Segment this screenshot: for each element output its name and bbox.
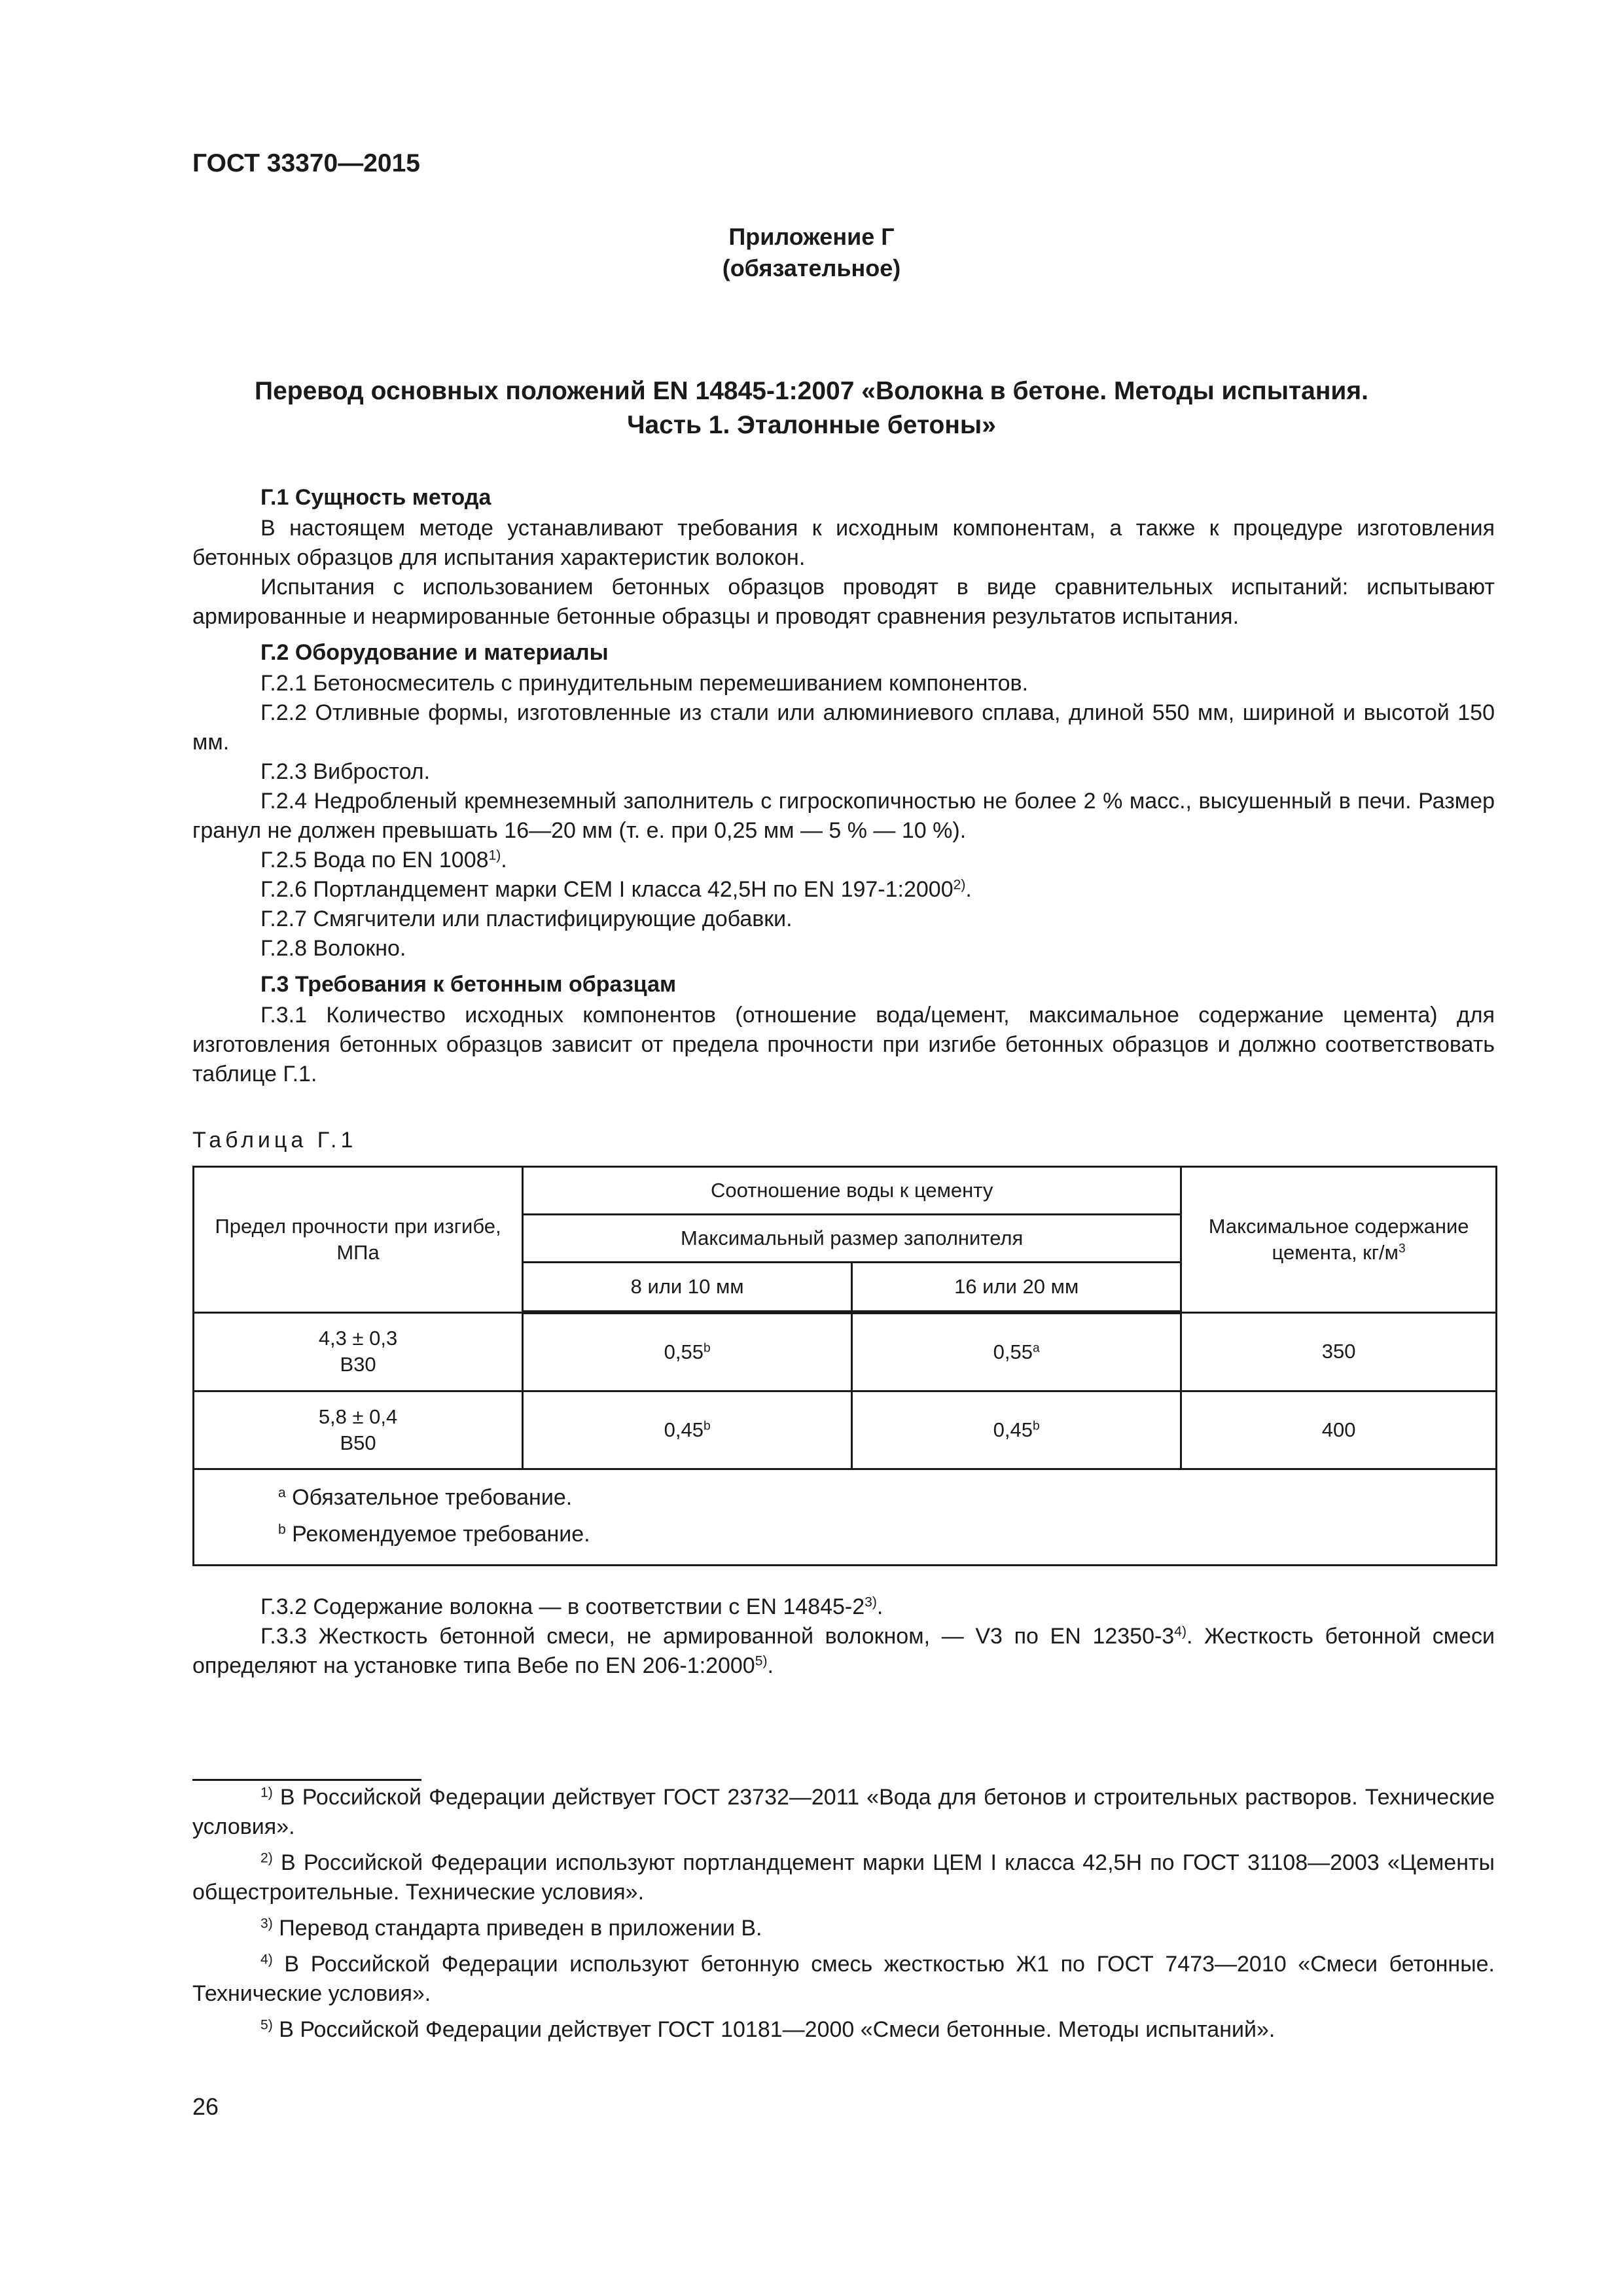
table-row bbox=[194, 1391, 1497, 1469]
clause-g-2-7: Г.2.7 Смягчители или пластифицирующие добавки. bbox=[260, 906, 793, 931]
clause-g-2-5 bbox=[192, 846, 1495, 875]
footnote-ref[interactable]: 5) bbox=[755, 1653, 768, 1669]
footnote-text: В Российской Федерации используют бетонную смесь жесткостью Ж1 по ГОСТ 7473—2010 «Смеси бетонные. Технические условия». bbox=[192, 1952, 1495, 2006]
footnote-ref[interactable]: 1) bbox=[488, 848, 501, 863]
header-cement-text: Максимальное содержание цемента, кг/м bbox=[1208, 1214, 1469, 1264]
header-small: 8 или 10 мм bbox=[523, 1263, 852, 1313]
cell-small bbox=[523, 1312, 852, 1391]
annex-heading-line-1: Перевод основных положений EN 14845-1:2007 «Волокна в бетоне. Методы испытания. bbox=[255, 377, 1368, 405]
clause-end: . bbox=[876, 1594, 883, 1619]
footnote-text: В Российской Федерации действует ГОСТ 23732—2011 «Вода для бетонов и строительных растворов. Технические условия». bbox=[192, 1785, 1495, 1839]
cell-large bbox=[852, 1391, 1181, 1469]
footnote-1 bbox=[192, 1783, 1495, 1842]
clause-g-2-6 bbox=[192, 875, 1495, 905]
footnote-ref[interactable]: 4) bbox=[1174, 1624, 1186, 1640]
note-a-mark: a bbox=[278, 1485, 286, 1501]
note-b bbox=[278, 1516, 1495, 1552]
ratio-value: 0,45 bbox=[664, 1418, 704, 1441]
footnote-text: В Российской Федерации используют портландцемент марки ЦЕМ I класса 42,5Н по ГОСТ 31108—2003 «Цементы общестроительные. Технические условия». bbox=[192, 1850, 1495, 1905]
cell-strength bbox=[194, 1391, 523, 1469]
clause-text: Г.2.5 Вода по EN 1008 bbox=[260, 848, 489, 872]
ratio-value: 0,55 bbox=[993, 1340, 1033, 1363]
note-a-text: Обязательное требование. bbox=[285, 1485, 573, 1510]
clause-g-2-1: Г.2.1 Бетоносмеситель с принудительным перемешиванием компонентов. bbox=[260, 671, 1029, 696]
note-b-mark: b bbox=[278, 1522, 286, 1537]
clause-end: . bbox=[767, 1653, 774, 1678]
footnotes bbox=[192, 1783, 1495, 2051]
clause-g-3-2 bbox=[192, 1592, 1495, 1622]
header-ratio: Соотношение воды к цементу bbox=[523, 1167, 1181, 1215]
footnote-ref[interactable]: 2) bbox=[953, 877, 966, 893]
ratio-mark: b bbox=[703, 1419, 711, 1433]
strength-value: 4,3 ± 0,3 bbox=[318, 1327, 398, 1350]
cell-cement: 350 bbox=[1181, 1312, 1497, 1391]
footnote-4 bbox=[192, 1950, 1495, 2009]
strength-class: В30 bbox=[340, 1353, 376, 1376]
clause-g-3-1: Г.3.1 Количество исходных компонентов (отношение вода/цемент, максимальное содержание цемента) для изготовления бетонных образцов зависит от предела прочности при изгибе бетонных образцов и должно соответствовать таблице Г.1. bbox=[192, 1003, 1495, 1086]
clause-g-2-8: Г.2.8 Волокно. bbox=[260, 936, 406, 961]
clause-text: Г.3.3 Жесткость бетонной смеси, не армированной волокном, — V3 по EN 12350-3 bbox=[260, 1624, 1175, 1649]
strength-value: 5,8 ± 0,4 bbox=[318, 1405, 398, 1428]
footnote-mark: 2) bbox=[260, 1850, 273, 1866]
footnote-mark: 3) bbox=[260, 1916, 273, 1931]
clause-g-2-2: Г.2.2 Отливные формы, изготовленные из стали или алюминиевого сплава, длиной 550 мм, шириной и высотой 150 мм. bbox=[192, 700, 1495, 755]
footnote-separator bbox=[192, 1779, 421, 1781]
annex-heading bbox=[190, 374, 1433, 442]
annex-header bbox=[0, 221, 1623, 284]
footnote-2 bbox=[192, 1848, 1495, 1907]
ratio-value: 0,45 bbox=[993, 1418, 1033, 1441]
table-notes bbox=[194, 1469, 1497, 1566]
footnote-text: В Российской Федерации действует ГОСТ 10181—2000 «Смеси бетонные. Методы испытаний». bbox=[272, 2017, 1275, 2042]
section-1-heading: Г.1 Сущность метода bbox=[260, 485, 491, 510]
ratio-mark: b bbox=[703, 1341, 711, 1355]
footnote-ref[interactable]: 3) bbox=[865, 1594, 877, 1610]
document-body bbox=[192, 476, 1495, 1681]
clause-text: Г.2.6 Портландцемент марки CEM I класса 42,5Н по EN 197-1:2000 bbox=[260, 877, 954, 902]
cell-large bbox=[852, 1312, 1181, 1391]
footnote-mark: 1) bbox=[260, 1785, 273, 1801]
strength-class: В50 bbox=[340, 1431, 376, 1454]
paragraph: В настоящем методе устанавливают требования к исходным компонентам, а также к процедуре изготовления бетонных образцов для испытания характеристик волокон. bbox=[192, 516, 1495, 570]
clause-text: . Жесткость бетонной смеси определяют на установке типа Вебе по EN 206-1:2000 bbox=[192, 1624, 1495, 1678]
footnote-mark: 5) bbox=[260, 2017, 273, 2033]
header-cement-sup: 3 bbox=[1398, 1242, 1406, 1256]
paragraph: Испытания с использованием бетонных образцов проводят в виде сравнительных испытаний: испытывают армированные и неармированные бетонные образцы и проводят сравнения результатов испытания. bbox=[192, 575, 1495, 629]
annex-status: (обязательное) bbox=[722, 255, 901, 281]
ratio-value: 0,55 bbox=[664, 1340, 704, 1363]
page-number: 26 bbox=[192, 2093, 219, 2120]
clause-g-3-3 bbox=[192, 1622, 1495, 1681]
footnote-text: Перевод стандарта приведен в приложении В. bbox=[272, 1916, 762, 1941]
footnote-mark: 4) bbox=[260, 1952, 273, 1967]
note-a bbox=[278, 1479, 1495, 1516]
data-table bbox=[192, 1166, 1497, 1566]
clause-g-2-3: Г.2.3 Вибростол. bbox=[260, 759, 431, 784]
table-caption: Таблица Г.1 bbox=[192, 1128, 357, 1153]
after-table bbox=[192, 1592, 1495, 1681]
note-b-text: Рекомендуемое требование. bbox=[285, 1522, 590, 1547]
footnote-3 bbox=[192, 1914, 1495, 1943]
ratio-mark: a bbox=[1033, 1341, 1040, 1355]
section-3-heading: Г.3 Требования к бетонным образцам bbox=[260, 972, 677, 997]
cell-small bbox=[523, 1391, 852, 1469]
cell-strength bbox=[194, 1312, 523, 1391]
header-aggregate: Максимальный размер заполнителя bbox=[523, 1215, 1181, 1263]
header-cement bbox=[1181, 1167, 1497, 1313]
footnote-5 bbox=[192, 2015, 1495, 2045]
section-2-heading: Г.2 Оборудование и материалы bbox=[260, 640, 609, 665]
clause-g-2-4: Г.2.4 Недробленый кремнеземный заполнитель с гигроскопичностью не более 2 % масс., высушенный в печи. Размер гранул не должен превышать 16—20 мм (т. е. при 0,25 мм — 5 % — 10 %). bbox=[192, 789, 1495, 843]
header-strength: Предел прочности при изгибе, МПа bbox=[194, 1167, 523, 1313]
clause-text: Г.3.2 Содержание волокна — в соответствии с EN 14845-2 bbox=[260, 1594, 865, 1619]
table-row bbox=[194, 1312, 1497, 1391]
annex-heading-line-2: Часть 1. Эталонные бетоны» bbox=[627, 411, 996, 439]
cell-cement: 400 bbox=[1181, 1391, 1497, 1469]
annex-title: Приложение Г bbox=[728, 223, 895, 250]
standard-code: ГОСТ 33370—2015 bbox=[192, 149, 420, 177]
clause-end: . bbox=[965, 877, 972, 902]
clause-end: . bbox=[501, 848, 507, 872]
ratio-mark: b bbox=[1033, 1419, 1040, 1433]
header-large: 16 или 20 мм bbox=[852, 1263, 1181, 1313]
